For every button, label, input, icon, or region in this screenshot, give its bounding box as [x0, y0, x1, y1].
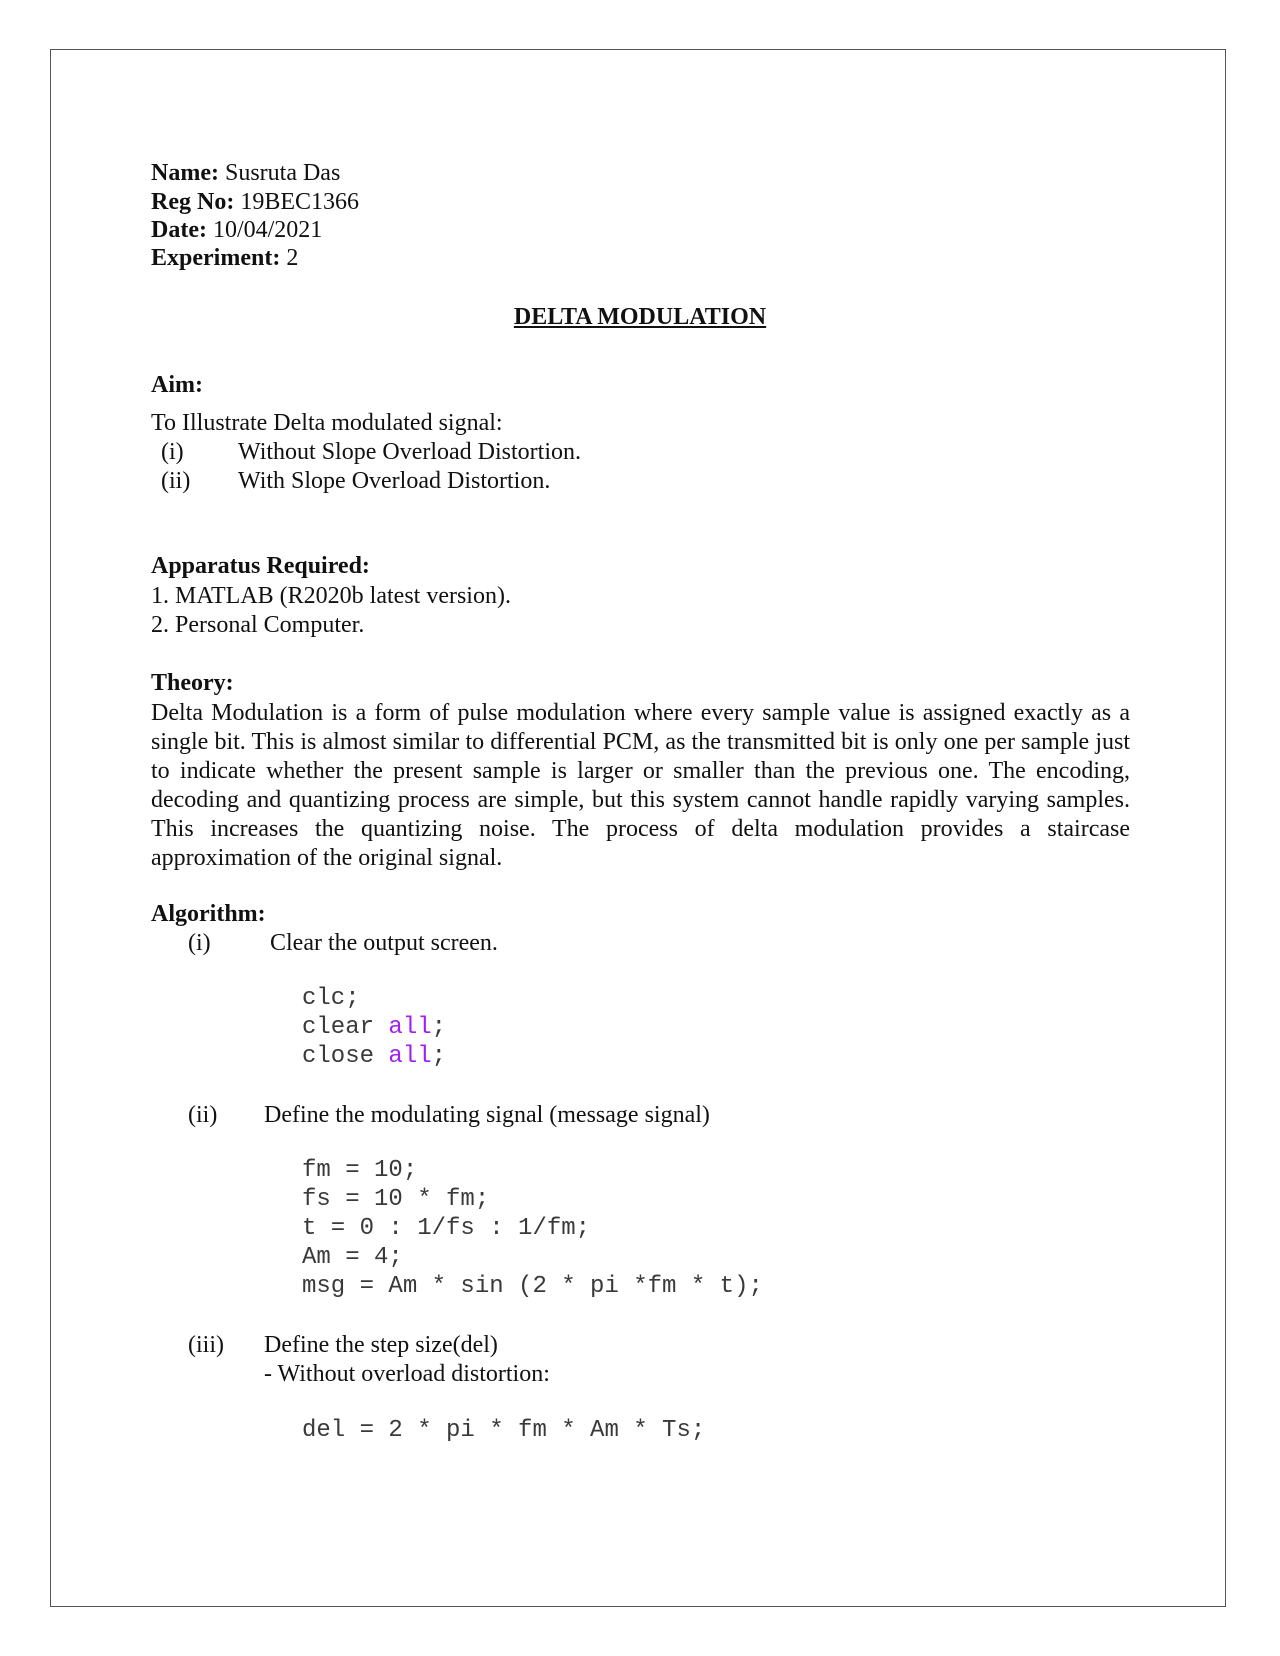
step-1-num: (i) — [188, 930, 211, 956]
step-3-subtext: - Without overload distortion: — [264, 1361, 550, 1387]
aim-item-1-text: Without Slope Overload Distortion. — [238, 439, 581, 465]
step-2-num: (ii) — [188, 1102, 218, 1128]
apparatus-item-1: 1. MATLAB (R2020b latest version). — [151, 583, 511, 609]
reg-value: 19BEC1366 — [240, 189, 359, 215]
step-2-text: Define the modulating signal (message signal) — [264, 1102, 710, 1128]
reg-label: Reg No: — [151, 189, 235, 215]
step-1-text: Clear the output screen. — [270, 930, 498, 956]
code-line — [302, 1043, 446, 1071]
code-line: del = 2 * pi * fm * Am * Ts; — [302, 1417, 706, 1444]
page-title: DELTA MODULATION — [513, 304, 767, 330]
name-label: Name: — [151, 160, 219, 186]
code-keyword: all — [388, 1014, 432, 1041]
code-line: t = 0 : 1/fs : 1/fm; — [302, 1215, 591, 1242]
code-line: msg = Am * sin (2 * pi *fm * t); — [302, 1273, 763, 1300]
experiment-value: 2 — [286, 245, 299, 271]
step-3-text: Define the step size(del) — [264, 1332, 498, 1358]
date-value: 10/04/2021 — [212, 217, 323, 243]
date-line — [151, 216, 322, 244]
aim-heading: Aim: — [151, 372, 203, 398]
reg-line — [151, 188, 359, 216]
code-line — [302, 985, 360, 1013]
aim-item-2-text: With Slope Overload Distortion. — [238, 468, 551, 494]
code-text: close — [302, 1043, 389, 1070]
code-text: ; — [431, 1014, 447, 1041]
apparatus-item-2: 2. Personal Computer. — [151, 612, 365, 638]
code-text: ; — [431, 1043, 447, 1070]
code-keyword: all — [388, 1043, 432, 1070]
theory-body: Delta Modulation is a form of pulse modulation where every sample value is assigned exactly as a single bit. This is almost similar to differential PCM, as the transmitted bit is only one per sample just to indicate whether the present sample is larger or smaller than the previous one. The encoding, decoding and quantizing process are simple, but this system cannot handle rapidly varying samples. This increases the quantizing noise. The process of delta modulation provides a staircase approximation of the original signal. — [151, 700, 1130, 871]
aim-item-2-num: (ii) — [161, 468, 191, 494]
step-3-num: (iii) — [188, 1332, 224, 1358]
code-line: Am = 4; — [302, 1244, 403, 1271]
aim-intro: To Illustrate Delta modulated signal: — [151, 410, 503, 436]
code-text: clc; — [302, 985, 360, 1012]
name-line — [151, 159, 340, 187]
name-value: Susruta Das — [224, 160, 341, 186]
algorithm-heading: Algorithm: — [151, 901, 266, 927]
code-line: fm = 10; — [302, 1157, 418, 1184]
date-label: Date: — [151, 217, 207, 243]
code-text: clear — [302, 1014, 389, 1041]
aim-item-1-num: (i) — [161, 439, 184, 465]
experiment-label: Experiment: — [151, 245, 281, 271]
theory-heading: Theory: — [151, 670, 234, 696]
code-line — [302, 1014, 446, 1042]
apparatus-heading: Apparatus Required: — [151, 553, 370, 579]
experiment-line — [151, 244, 298, 272]
code-line: fs = 10 * fm; — [302, 1186, 490, 1213]
